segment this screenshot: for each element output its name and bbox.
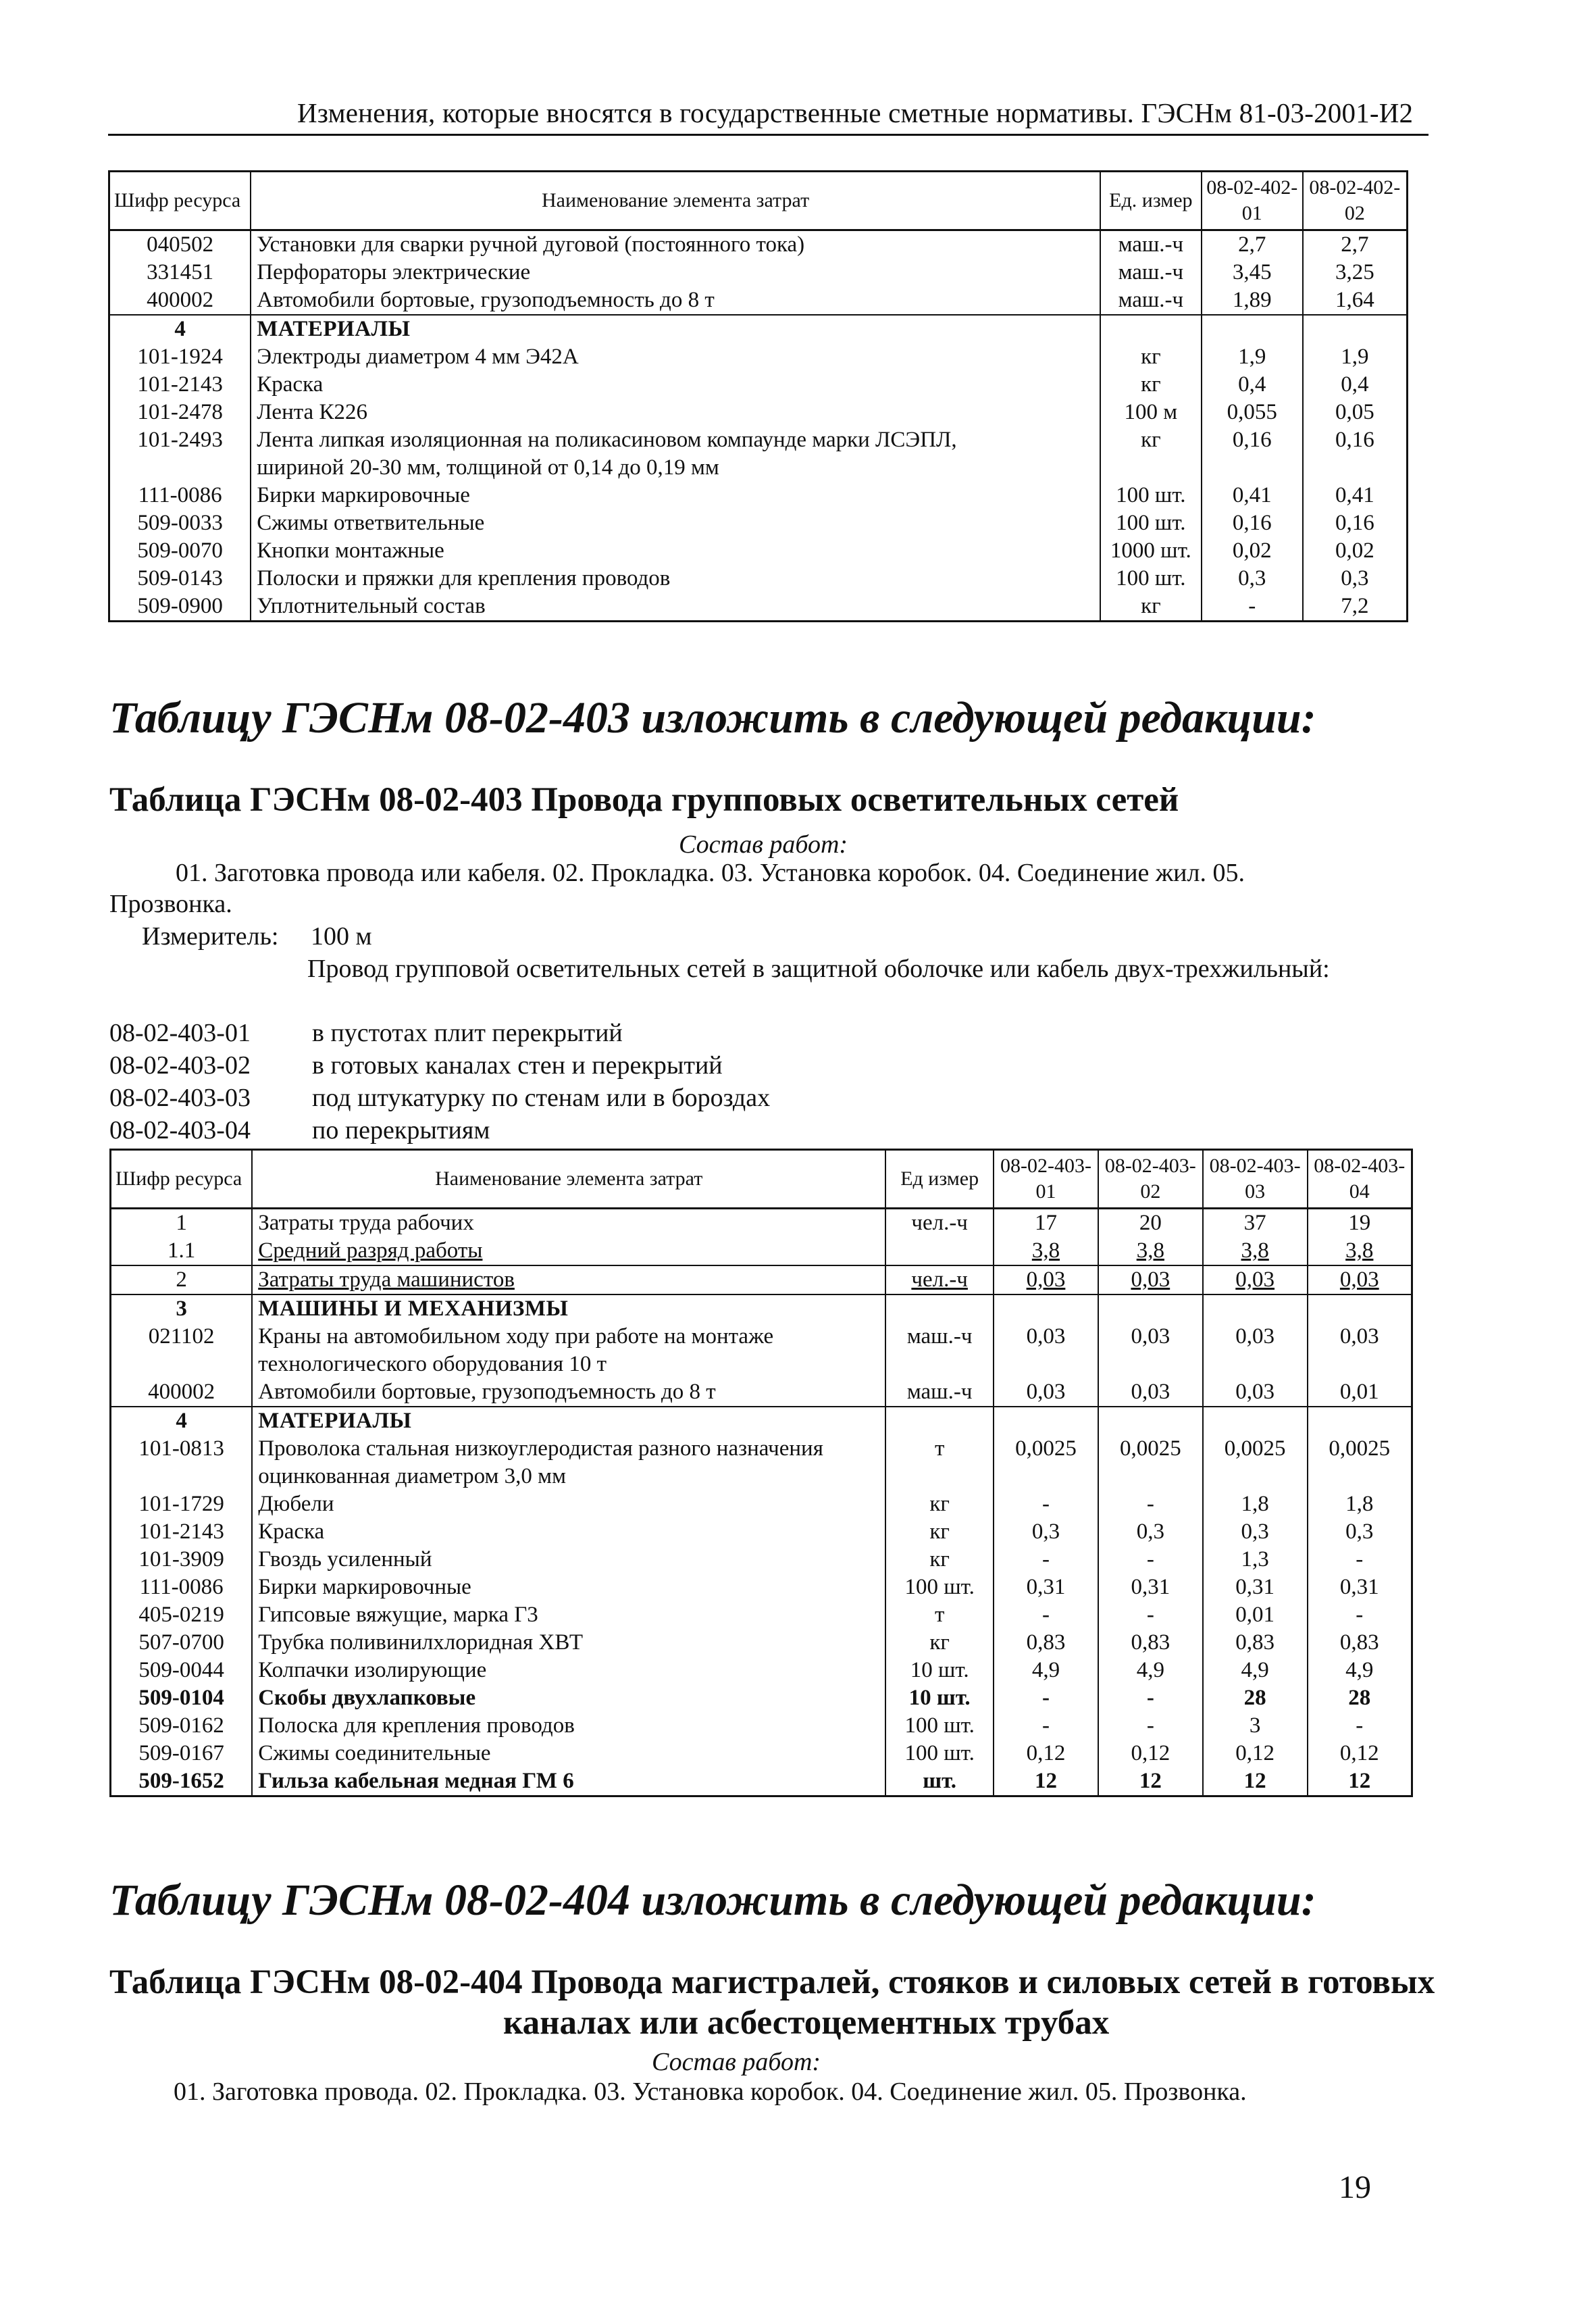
page-number: 19 <box>1339 2169 1371 2205</box>
cell-value: 0,16 <box>1202 426 1303 454</box>
cell-value: 0,31 <box>1098 1574 1203 1601</box>
cell-code: 405-0219 <box>111 1601 253 1629</box>
cell-value: 0,03 <box>994 1265 1098 1294</box>
column-header-403-02: 08-02-403-02 <box>1098 1150 1203 1209</box>
table-row <box>109 259 1408 286</box>
cell-value: 12 <box>1098 1767 1203 1796</box>
table-row <box>111 1294 1412 1323</box>
cell-code: 2 <box>111 1265 253 1294</box>
table-08-02-403 <box>109 1149 1413 1797</box>
table-row <box>111 1463 1412 1490</box>
cell-value: 0,12 <box>994 1740 1098 1767</box>
cell-value: 1,9 <box>1202 343 1303 371</box>
cell-value <box>1308 1294 1412 1323</box>
table-row <box>109 593 1408 622</box>
variant-item <box>109 1017 770 1049</box>
cell-value: 0,03 <box>1203 1323 1308 1351</box>
cell-value: 0,0025 <box>994 1435 1098 1463</box>
cell-value: 1,89 <box>1202 286 1303 315</box>
column-header-403-01: 08-02-403-01 <box>994 1150 1098 1209</box>
cell-value: - <box>994 1546 1098 1574</box>
cell-value <box>994 1351 1098 1378</box>
cell-value: 0,16 <box>1202 509 1303 537</box>
cell-value: 0,83 <box>994 1629 1098 1657</box>
cell-value: 0,03 <box>1203 1378 1308 1407</box>
cell-value <box>1098 1351 1203 1378</box>
works-line-2: Прозвонка. <box>109 890 232 918</box>
column-header-402-01: 08-02-402-01 <box>1202 172 1303 230</box>
cell-unit: 10 шт. <box>885 1657 994 1684</box>
cell-value: - <box>1098 1712 1203 1740</box>
table-row <box>111 1323 1412 1351</box>
cell-name: Краска <box>251 371 1100 399</box>
cell-name: Бирки маркировочные <box>252 1574 885 1601</box>
cell-value: 0,3 <box>1303 565 1408 593</box>
cell-value <box>1303 454 1408 482</box>
cell-code: 101-2493 <box>109 426 251 454</box>
table-title-404-line2: каналах или асбестоцементных трубах <box>503 2004 1110 2042</box>
table-row <box>111 1435 1412 1463</box>
cell-value: 0,41 <box>1202 482 1303 509</box>
table-row <box>109 286 1408 315</box>
cell-value: 3,25 <box>1303 259 1408 286</box>
cell-value: 0,4 <box>1202 371 1303 399</box>
cell-value: 0,03 <box>1098 1265 1203 1294</box>
cell-name: Краска <box>252 1518 885 1546</box>
cell-name: Краны на автомобильном ходу при работе на монтаже <box>252 1323 885 1351</box>
cell-code: 509-0162 <box>111 1712 253 1740</box>
cell-code: 4 <box>109 315 251 343</box>
cell-code: 331451 <box>109 259 251 286</box>
table-row <box>109 343 1408 371</box>
cell-code: 101-0813 <box>111 1435 253 1463</box>
cell-value <box>1098 1294 1203 1323</box>
cell-value: 0,03 <box>1098 1323 1203 1351</box>
cell-name: Гильза кабельная медная ГМ 6 <box>252 1767 885 1796</box>
cell-name: технологического оборудования 10 т <box>252 1351 885 1378</box>
cell-unit <box>885 1237 994 1265</box>
cell-code: 509-0104 <box>111 1684 253 1712</box>
cell-unit: кг <box>1100 343 1202 371</box>
cell-name: Гипсовые вяжущие, марка Г3 <box>252 1601 885 1629</box>
cell-unit: чел.-ч <box>885 1209 994 1238</box>
cell-value: 0,02 <box>1202 537 1303 565</box>
cell-name: Затраты труда рабочих <box>252 1209 885 1238</box>
cell-value: - <box>1098 1601 1203 1629</box>
cell-code: 509-0167 <box>111 1740 253 1767</box>
cell-unit: кг <box>1100 426 1202 454</box>
cell-unit: кг <box>1100 371 1202 399</box>
cell-value: 0,16 <box>1303 509 1408 537</box>
variant-code: 08-02-403-04 <box>109 1116 251 1145</box>
cell-value: 3,8 <box>1098 1237 1203 1265</box>
cell-code: 400002 <box>109 286 251 315</box>
table-row <box>111 1237 1412 1265</box>
cell-code: 111-0086 <box>109 482 251 509</box>
cell-name: Затраты труда машинистов <box>252 1265 885 1294</box>
cell-name: Бирки маркировочные <box>251 482 1100 509</box>
cell-name: Установки для сварки ручной дуговой (постоянного тока) <box>251 230 1100 259</box>
cell-value: 0,02 <box>1303 537 1408 565</box>
cell-value: 0,83 <box>1098 1629 1203 1657</box>
cell-value: 1,8 <box>1203 1490 1308 1518</box>
cell-value: - <box>1202 593 1303 622</box>
table-row <box>111 1209 1412 1238</box>
table-row <box>111 1518 1412 1546</box>
cell-value: 0,0025 <box>1203 1435 1308 1463</box>
table-row <box>109 509 1408 537</box>
table-row <box>109 399 1408 426</box>
cell-unit: шт. <box>885 1767 994 1796</box>
cell-value <box>1203 1463 1308 1490</box>
variants-list <box>109 1017 770 1147</box>
cell-unit: 100 м <box>1100 399 1202 426</box>
variant-text: в готовых каналах стен и перекрытий <box>312 1051 723 1080</box>
cell-value: - <box>1308 1712 1412 1740</box>
cell-code: 101-2143 <box>111 1518 253 1546</box>
cell-value: 0,03 <box>1308 1323 1412 1351</box>
cell-value: 0,03 <box>1098 1378 1203 1407</box>
cell-unit: кг <box>885 1629 994 1657</box>
cell-unit: маш.-ч <box>1100 286 1202 315</box>
cell-value: 4,9 <box>1098 1657 1203 1684</box>
table-row <box>109 537 1408 565</box>
works-line-1: 01. Заготовка провода или кабеля. 02. Прокладка. 03. Установка коробок. 04. Соединение жил. 05. <box>176 859 1245 887</box>
cell-code: 021102 <box>111 1323 253 1351</box>
cell-code <box>111 1463 253 1490</box>
table-row <box>109 315 1408 343</box>
meter-value: 100 м <box>311 922 372 951</box>
cell-name: Колпачки изолирующие <box>252 1657 885 1684</box>
variant-code: 08-02-403-01 <box>109 1019 251 1047</box>
cell-value: 12 <box>994 1767 1098 1796</box>
cell-unit: т <box>885 1601 994 1629</box>
cell-value: 3 <box>1203 1712 1308 1740</box>
cell-value: - <box>994 1601 1098 1629</box>
table-row <box>111 1684 1412 1712</box>
variant-text: в пустотах плит перекрытий <box>312 1019 623 1047</box>
cell-value: 0,3 <box>1203 1518 1308 1546</box>
cell-value: 0,03 <box>994 1323 1098 1351</box>
variant-text: под штукатурку по стенам или в бороздах <box>312 1084 771 1112</box>
cell-value: 28 <box>1203 1684 1308 1712</box>
cell-value: 0,01 <box>1203 1601 1308 1629</box>
cell-name: Сжимы соединительные <box>252 1740 885 1767</box>
meter-label: Измеритель: <box>142 922 279 951</box>
cell-value: 0,0025 <box>1308 1435 1412 1463</box>
cell-code: 101-1924 <box>109 343 251 371</box>
cell-value: - <box>1098 1490 1203 1518</box>
cell-code <box>111 1351 253 1378</box>
cell-value: - <box>1098 1546 1203 1574</box>
cell-value: 0,3 <box>1098 1518 1203 1546</box>
column-header-403-04: 08-02-403-04 <box>1308 1150 1412 1209</box>
cell-value <box>994 1463 1098 1490</box>
cell-value <box>1098 1407 1203 1435</box>
cell-value: 1,9 <box>1303 343 1408 371</box>
variant-item <box>109 1114 770 1147</box>
cell-value: 19 <box>1308 1209 1412 1238</box>
sostav-label-404: Состав работ: <box>652 2048 821 2076</box>
cell-value: 4,9 <box>994 1657 1098 1684</box>
variant-item <box>109 1049 770 1082</box>
cell-unit: кг <box>885 1518 994 1546</box>
cell-value: 4,9 <box>1203 1657 1308 1684</box>
cell-unit: 100 шт. <box>1100 565 1202 593</box>
table-title-404-line1: Таблица ГЭСНм 08-02-404 Провода магистралей, стояков и силовых сетей в готовых <box>109 1963 1435 2001</box>
table-row <box>109 454 1408 482</box>
column-header-name: Наименование элемента затрат <box>252 1150 885 1209</box>
cell-name: Уплотнительный состав <box>251 593 1100 622</box>
cell-value <box>1303 315 1408 343</box>
cell-value: - <box>1308 1546 1412 1574</box>
cell-code: 509-1652 <box>111 1767 253 1796</box>
table-header-row <box>109 172 1408 230</box>
cell-name: шириной 20-30 мм, толщиной от 0,14 до 0,19 мм <box>251 454 1100 482</box>
cell-unit <box>885 1294 994 1323</box>
cell-value: 0,4 <box>1303 371 1408 399</box>
cell-value: - <box>994 1712 1098 1740</box>
cell-code: 3 <box>111 1294 253 1323</box>
cell-value: 2,7 <box>1303 230 1408 259</box>
cell-value: 0,31 <box>1308 1574 1412 1601</box>
cell-value: - <box>994 1490 1098 1518</box>
instruction-heading-404: Таблицу ГЭСНм 08-02-404 изложить в следующей редакции: <box>109 1876 1316 1925</box>
cell-value <box>1308 1463 1412 1490</box>
variant-item <box>109 1082 770 1114</box>
page-header: Изменения, которые вносятся в государственные сметные нормативы. ГЭСНм 81-03-2001-И2 <box>297 97 1414 128</box>
cell-unit <box>885 1407 994 1435</box>
header-divider <box>108 134 1428 136</box>
variant-code: 08-02-403-02 <box>109 1051 251 1080</box>
cell-value: 3,45 <box>1202 259 1303 286</box>
cell-unit: 10 шт. <box>885 1684 994 1712</box>
cell-value: 0,01 <box>1308 1378 1412 1407</box>
cell-value: 0,055 <box>1202 399 1303 426</box>
cell-name: МАШИНЫ И МЕХАНИЗМЫ <box>252 1294 885 1323</box>
column-header-code: Шифр ресурса <box>111 1150 253 1209</box>
table-row <box>111 1712 1412 1740</box>
cell-name: Перфораторы электрические <box>251 259 1100 286</box>
cell-name: Дюбели <box>252 1490 885 1518</box>
cell-value <box>994 1407 1098 1435</box>
cell-code: 1 <box>111 1209 253 1238</box>
cell-value: - <box>1098 1684 1203 1712</box>
cell-value: 3,8 <box>1203 1237 1308 1265</box>
cell-code: 101-1729 <box>111 1490 253 1518</box>
cell-unit: чел.-ч <box>885 1265 994 1294</box>
instruction-heading-403: Таблицу ГЭСНм 08-02-403 изложить в следующей редакции: <box>109 693 1316 743</box>
cell-value: 2,7 <box>1202 230 1303 259</box>
cell-code: 509-0143 <box>109 565 251 593</box>
table-row <box>111 1629 1412 1657</box>
table-08-02-402 <box>108 170 1408 622</box>
cell-value: 0,3 <box>1308 1518 1412 1546</box>
column-header-402-02: 08-02-402-02 <box>1303 172 1408 230</box>
cell-name: Проволока стальная низкоуглеродистая разного назначения <box>252 1435 885 1463</box>
cell-value: 1,8 <box>1308 1490 1412 1518</box>
cell-name: Сжимы ответвительные <box>251 509 1100 537</box>
cell-value: 7,2 <box>1303 593 1408 622</box>
cell-name: Полоски и пряжки для крепления проводов <box>251 565 1100 593</box>
cell-code: 509-0070 <box>109 537 251 565</box>
table-row <box>111 1407 1412 1435</box>
table-row <box>111 1601 1412 1629</box>
column-header-unit: Ед измер <box>885 1150 994 1209</box>
cell-value: 0,31 <box>994 1574 1098 1601</box>
table-row <box>109 371 1408 399</box>
cell-unit <box>1100 454 1202 482</box>
cell-value: 0,31 <box>1203 1574 1308 1601</box>
variant-text: по перекрытиям <box>312 1116 490 1145</box>
cell-unit: 100 шт. <box>885 1574 994 1601</box>
table-row <box>109 565 1408 593</box>
cell-unit: 100 шт. <box>1100 482 1202 509</box>
cell-value: 28 <box>1308 1684 1412 1712</box>
cell-value: 0,12 <box>1098 1740 1203 1767</box>
cell-value: 0,03 <box>1308 1265 1412 1294</box>
cell-unit: маш.-ч <box>1100 230 1202 259</box>
cell-unit: 1000 шт. <box>1100 537 1202 565</box>
cell-unit <box>885 1351 994 1378</box>
cell-code: 101-2143 <box>109 371 251 399</box>
table-title-403: Таблица ГЭСНм 08-02-403 Провода групповых осветительных сетей <box>109 781 1179 819</box>
cell-unit: т <box>885 1435 994 1463</box>
cell-name: Средний разряд работы <box>252 1237 885 1265</box>
sostav-label-403: Состав работ: <box>679 830 848 859</box>
cell-value: 0,0025 <box>1098 1435 1203 1463</box>
column-header-code: Шифр ресурса <box>109 172 251 230</box>
table-row <box>111 1546 1412 1574</box>
cell-value: 3,8 <box>994 1237 1098 1265</box>
cell-name: Лента липкая изоляционная на поликасиновом компаунде марки ЛСЭПЛ, <box>251 426 1100 454</box>
table-row <box>111 1378 1412 1407</box>
cell-code: 509-0033 <box>109 509 251 537</box>
table-row <box>109 230 1408 259</box>
cell-value <box>1098 1463 1203 1490</box>
cell-name: Трубка поливинилхлоридная ХВТ <box>252 1629 885 1657</box>
cell-unit: 100 шт. <box>1100 509 1202 537</box>
works-404: 01. Заготовка провода. 02. Прокладка. 03. Установка коробок. 04. Соединение жил. 05. Прозвонка. <box>174 2078 1247 2106</box>
cell-value <box>994 1294 1098 1323</box>
cell-value <box>1203 1351 1308 1378</box>
table-row <box>111 1490 1412 1518</box>
cell-code: 400002 <box>111 1378 253 1407</box>
cell-name: МАТЕРИАЛЫ <box>251 315 1100 343</box>
cell-name: Электроды диаметром 4 мм Э42А <box>251 343 1100 371</box>
cell-value: 0,05 <box>1303 399 1408 426</box>
cell-unit: маш.-ч <box>885 1378 994 1407</box>
cell-code: 1.1 <box>111 1237 253 1265</box>
cell-value: 1,64 <box>1303 286 1408 315</box>
column-header-name: Наименование элемента затрат <box>251 172 1100 230</box>
cell-name: Автомобили бортовые, грузоподъемность до 8 т <box>252 1378 885 1407</box>
cell-name: Полоска для крепления проводов <box>252 1712 885 1740</box>
cell-value <box>1203 1294 1308 1323</box>
cell-unit: 100 шт. <box>885 1712 994 1740</box>
cell-value: 0,3 <box>1202 565 1303 593</box>
cell-code <box>109 454 251 482</box>
cell-unit: кг <box>885 1546 994 1574</box>
cell-name: оцинкованная диаметром 3,0 мм <box>252 1463 885 1490</box>
cell-value <box>1308 1351 1412 1378</box>
cell-value: 0,83 <box>1203 1629 1308 1657</box>
cell-name: Скобы двухлапковые <box>252 1684 885 1712</box>
table-row <box>109 482 1408 509</box>
column-header-403-03: 08-02-403-03 <box>1203 1150 1308 1209</box>
cell-code: 101-2478 <box>109 399 251 426</box>
cell-unit: маш.-ч <box>1100 259 1202 286</box>
table-row <box>111 1351 1412 1378</box>
cell-unit <box>1100 315 1202 343</box>
cell-value: 0,03 <box>1203 1265 1308 1294</box>
column-header-unit: Ед. измер <box>1100 172 1202 230</box>
cell-code: 111-0086 <box>111 1574 253 1601</box>
variant-code: 08-02-403-03 <box>109 1084 251 1112</box>
cell-name: Лента К226 <box>251 399 1100 426</box>
cell-value <box>1202 315 1303 343</box>
cell-value <box>1308 1407 1412 1435</box>
cell-value: 12 <box>1308 1767 1412 1796</box>
cell-value <box>1202 454 1303 482</box>
cell-value: - <box>1308 1601 1412 1629</box>
cell-name: МАТЕРИАЛЫ <box>252 1407 885 1435</box>
table-row <box>109 426 1408 454</box>
cell-value: 0,41 <box>1303 482 1408 509</box>
cell-name: Автомобили бортовые, грузоподъемность до 8 т <box>251 286 1100 315</box>
cell-value: 0,03 <box>994 1378 1098 1407</box>
cell-unit: 100 шт. <box>885 1740 994 1767</box>
cell-value: 0,12 <box>1308 1740 1412 1767</box>
cell-code: 040502 <box>109 230 251 259</box>
table-row <box>111 1740 1412 1767</box>
cell-code: 4 <box>111 1407 253 1435</box>
cell-code: 101-3909 <box>111 1546 253 1574</box>
cell-unit <box>885 1463 994 1490</box>
cell-value: 0,83 <box>1308 1629 1412 1657</box>
table-row <box>111 1574 1412 1601</box>
cell-code: 509-0900 <box>109 593 251 622</box>
cell-name: Кнопки монтажные <box>251 537 1100 565</box>
cell-value: 37 <box>1203 1209 1308 1238</box>
cell-value <box>1203 1407 1308 1435</box>
cell-unit: кг <box>1100 593 1202 622</box>
table-row <box>111 1265 1412 1294</box>
table-row <box>111 1767 1412 1796</box>
cell-value: 17 <box>994 1209 1098 1238</box>
cell-value: - <box>994 1684 1098 1712</box>
cell-value: 0,12 <box>1203 1740 1308 1767</box>
cell-value: 0,16 <box>1303 426 1408 454</box>
table-header-row <box>111 1150 1412 1209</box>
cell-name: Гвоздь усиленный <box>252 1546 885 1574</box>
cell-unit: кг <box>885 1490 994 1518</box>
cell-unit: маш.-ч <box>885 1323 994 1351</box>
cell-value: 20 <box>1098 1209 1203 1238</box>
table-row <box>111 1657 1412 1684</box>
cell-value: 3,8 <box>1308 1237 1412 1265</box>
cell-code: 509-0044 <box>111 1657 253 1684</box>
cell-value: 12 <box>1203 1767 1308 1796</box>
cell-value: 4,9 <box>1308 1657 1412 1684</box>
cell-code: 507-0700 <box>111 1629 253 1657</box>
description-403: Провод групповой осветительных сетей в защитной оболочке или кабель двух-трехжильный: <box>307 955 1330 983</box>
cell-value: 1,3 <box>1203 1546 1308 1574</box>
cell-value: 0,3 <box>994 1518 1098 1546</box>
